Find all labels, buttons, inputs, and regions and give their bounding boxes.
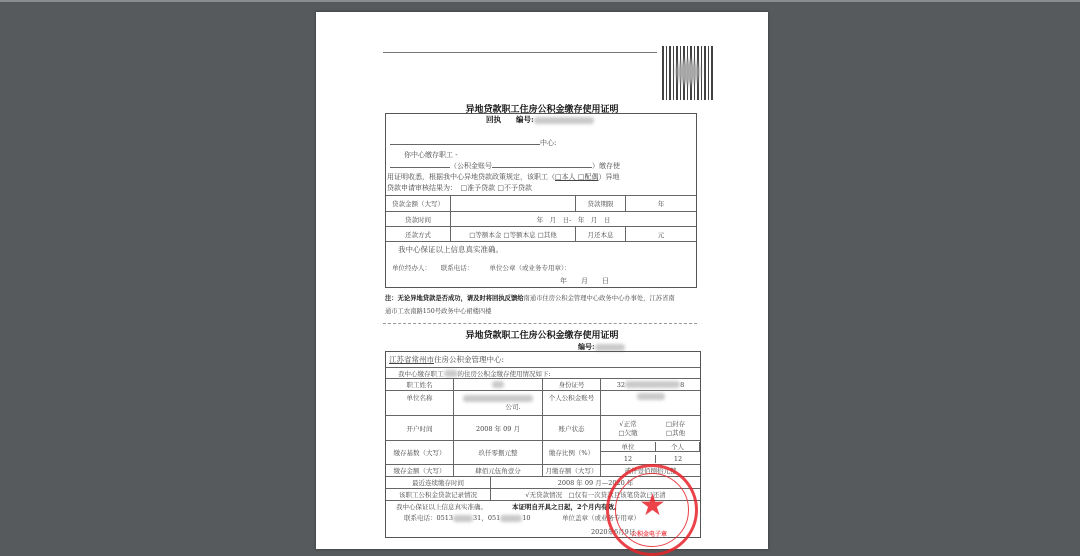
cell: 缴存基数（大写）	[386, 441, 454, 464]
receipt-date: 年 月 日	[560, 277, 609, 285]
signers-text: 单位经办人： 联系电话： 单位公章（或业务专用章）：	[392, 264, 571, 272]
status-option: □其他	[665, 429, 686, 437]
phone: 10	[522, 514, 531, 522]
viewer-top-edge	[0, 0, 1080, 2]
addressee-city: 江苏省常州市	[389, 355, 434, 364]
receipt-line: ）异地	[598, 173, 620, 181]
applicant-options: □本人 □配偶	[555, 173, 599, 181]
receipt-subtitle: 回执 编号:	[486, 115, 594, 124]
cell: 元	[657, 230, 665, 239]
cell: 单位	[601, 442, 656, 452]
note-bold: 注：无论异地贷款是否成功，请及时将回执反馈给	[385, 295, 524, 302]
cell: 贷款期限	[576, 196, 626, 211]
cell: 贰仟壹佰捌拾元整	[624, 467, 677, 475]
cut-line	[383, 323, 697, 324]
cell: 年 月 日- 年 月 日	[536, 215, 611, 224]
cell: 2008 年 09 月	[454, 416, 543, 440]
cell: 个人公积金账号	[543, 391, 601, 415]
cell: 该职工公积金贷款记录情况	[386, 489, 491, 500]
top-rule	[383, 52, 657, 53]
cell: 个人	[656, 442, 700, 452]
cell: 月还本息	[576, 227, 626, 241]
id-number: 32	[616, 380, 626, 389]
unit-name: 公司.	[505, 403, 521, 411]
cell: √无贷款情况 □仅有一次贷款且该笔贷款已还清	[525, 491, 666, 499]
star-icon: ★	[639, 488, 666, 523]
cell: 缴存比例（%）	[543, 441, 601, 464]
cell: 12	[673, 455, 683, 463]
seal-label: 单位盖章（或业务专用章）	[562, 514, 640, 522]
intro: 的住房公积金缴存使用情况如下:	[457, 369, 551, 378]
phone: 联系电话：0513	[404, 514, 454, 522]
official-seal	[606, 464, 698, 556]
guarantee-text: 我中心保证以上信息真实准确。	[396, 503, 487, 511]
addressee: 住房公积金管理中心:	[434, 355, 505, 364]
account-label: （公积金账号	[450, 162, 492, 170]
cell	[451, 196, 576, 211]
cell: 贷款金额（大写）	[386, 196, 451, 211]
cell: 肆佰元伍角壹分	[454, 465, 543, 476]
status-option: √正常	[619, 420, 637, 428]
status-option: □欠缴	[618, 429, 638, 437]
receipt-line: 你中心缴存职工 -	[404, 151, 458, 159]
certificate-number: 编号:	[578, 342, 625, 351]
certificate-date: 2020年6月9日	[591, 528, 636, 536]
cell: 月缴存额（大写）	[543, 465, 601, 476]
cell: 身份证号	[543, 379, 601, 390]
center-label: 中心:	[540, 139, 557, 147]
receipt-line: 用证明收悉，根据我中心异地贷款政策规定，该职工（	[387, 173, 555, 181]
cell: 2008 年 09 月—2020 年	[557, 479, 634, 487]
review-result: 贷款申请审核结果为： □准予贷款 □不予贷款	[387, 184, 532, 192]
cell: 12	[601, 455, 656, 463]
id-number: 8	[680, 380, 685, 389]
receipt-box	[385, 113, 697, 288]
qr-code	[662, 46, 714, 100]
receipt-line: ）缴存使	[592, 162, 620, 170]
cell: 最近连续缴存时间	[386, 477, 491, 488]
cell: 开户时间	[386, 416, 454, 440]
cell: 缴存金额（大写）	[386, 465, 454, 476]
cell: 职工姓名	[386, 379, 454, 390]
document-page	[316, 12, 768, 549]
cell: 贷款时间	[386, 212, 451, 226]
seal-text: 公积金电子章	[631, 531, 668, 538]
cell: 账户状态	[543, 416, 601, 440]
validity-text: 本证明自开具之日起，2个月内有效。	[512, 503, 621, 511]
receipt-title: 异地贷款职工住房公积金缴存使用证明	[465, 105, 619, 115]
note-address: 通市工农南路150号政务中心裙楼四楼	[385, 308, 492, 315]
note-text: 南通市住房公积金管理中心政务中心办事处，江苏省南	[523, 295, 675, 302]
certificate-title: 异地贷款职工住房公积金缴存使用证明	[465, 331, 619, 341]
receipt-table	[386, 195, 696, 242]
phone: 31，051	[473, 514, 501, 522]
guarantee-text: 我中心保证以上信息真实准确。	[398, 245, 503, 254]
cell: 玖仟零捌元整	[454, 441, 543, 464]
cell: 年	[657, 200, 665, 208]
cell: 单位名称	[386, 391, 454, 415]
status-option: □封存	[665, 420, 686, 428]
cell: 还款方式	[386, 227, 451, 241]
cell: □等额本金 □等额本息 □其他	[451, 227, 576, 241]
intro: 我中心缴存职工	[398, 369, 444, 378]
